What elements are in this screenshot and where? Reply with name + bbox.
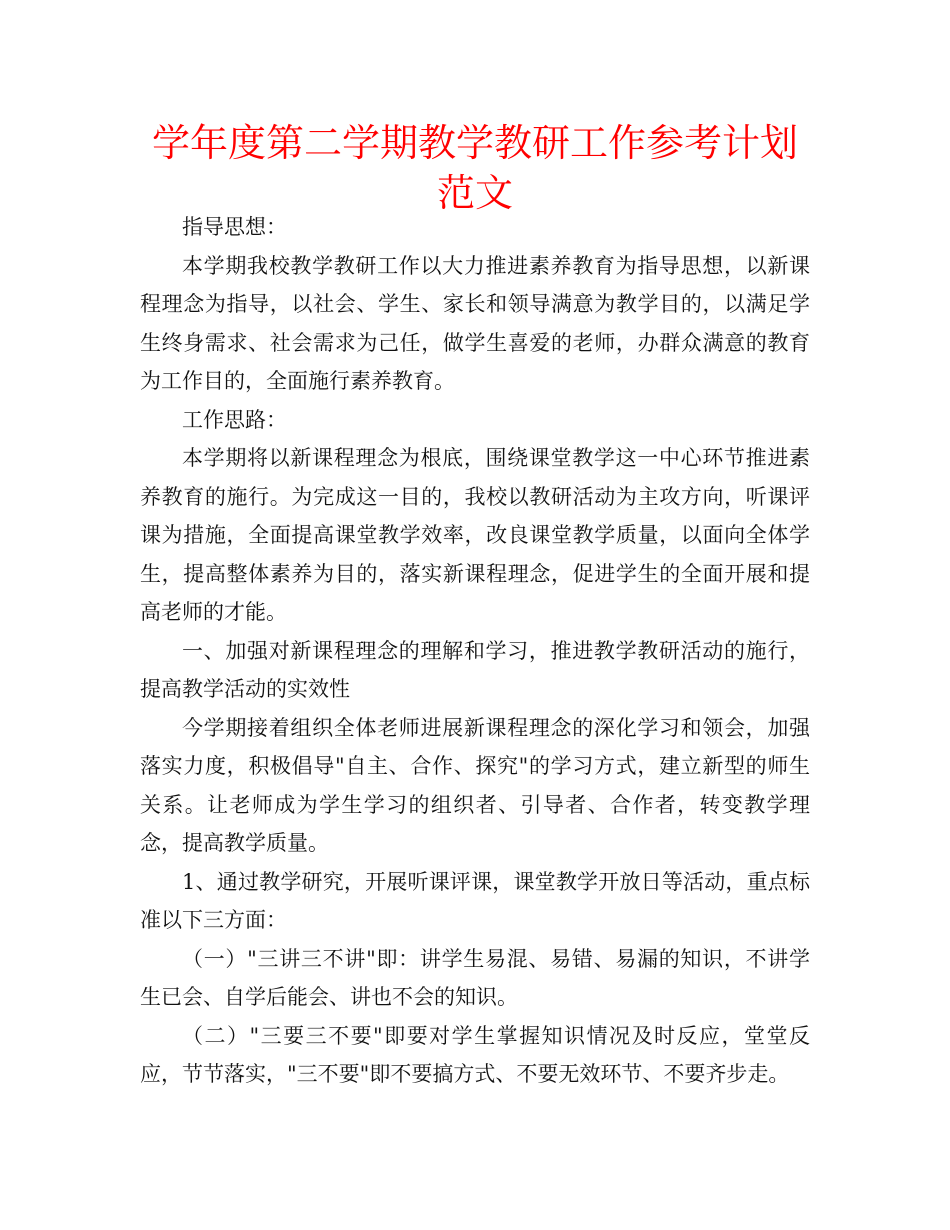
paragraph: 指导思想：: [182, 215, 287, 239]
paragraph: 本学期将以新课程理念为根底，围绕课堂教学这一中心环节推进素养教育的施行。为完成这一目的，我校以教研活动为主攻方向，听课评课为措施，全面提高课堂教学效率，改良课堂教学质量，以面向全体学生，提高整体素养为目的，落实新课程理念，促进学生的全面开展和提高老师的才能。: [140, 446, 810, 624]
paragraph: 本学期我校教学教研工作以大力推进素养教育为指导思想，以新课程理念为指导，以社会、学生、家长和领导满意为教学目的，以满足学生终身需求、社会需求为己任，做学生喜爱的老师，办群众满意的教育为工作目的，全面施行素养教育。: [140, 253, 810, 393]
paragraph: 工作思路：: [182, 407, 287, 432]
paragraph: （一）"三讲三不讲"即：讲学生易混、易错、易漏的知识，不讲学生已会、自学后能会、讲也不会的知识。: [140, 946, 810, 1009]
document-title: 学年度第二学期教学教研工作参考计划范文: [151, 121, 798, 215]
paragraph: 一、加强对新课程理念的理解和学习，推进教学教研活动的施行，提高教学活动的实效性: [140, 638, 810, 701]
paragraph: 今学期接着组织全体老师进展新课程理念的深化学习和领会，加强落实力度，积极倡导"自主、合作、探究"的学习方式，建立新型的师生关系。让老师成为学生学习的组织者、引导者、合作者，转变教学理念，提高教学质量。: [140, 715, 810, 855]
paragraph: 1、通过教学研究，开展听课评课，课堂教学开放日等活动，重点标准以下三方面：: [140, 869, 810, 932]
paragraph: （二）"三要三不要"即要对学生掌握知识情况及时反应，堂堂反应，节节落实，"三不要"即不要搞方式、不要无效环节、不要齐步走。: [140, 1023, 810, 1086]
document-body: [140, 208, 810, 1094]
